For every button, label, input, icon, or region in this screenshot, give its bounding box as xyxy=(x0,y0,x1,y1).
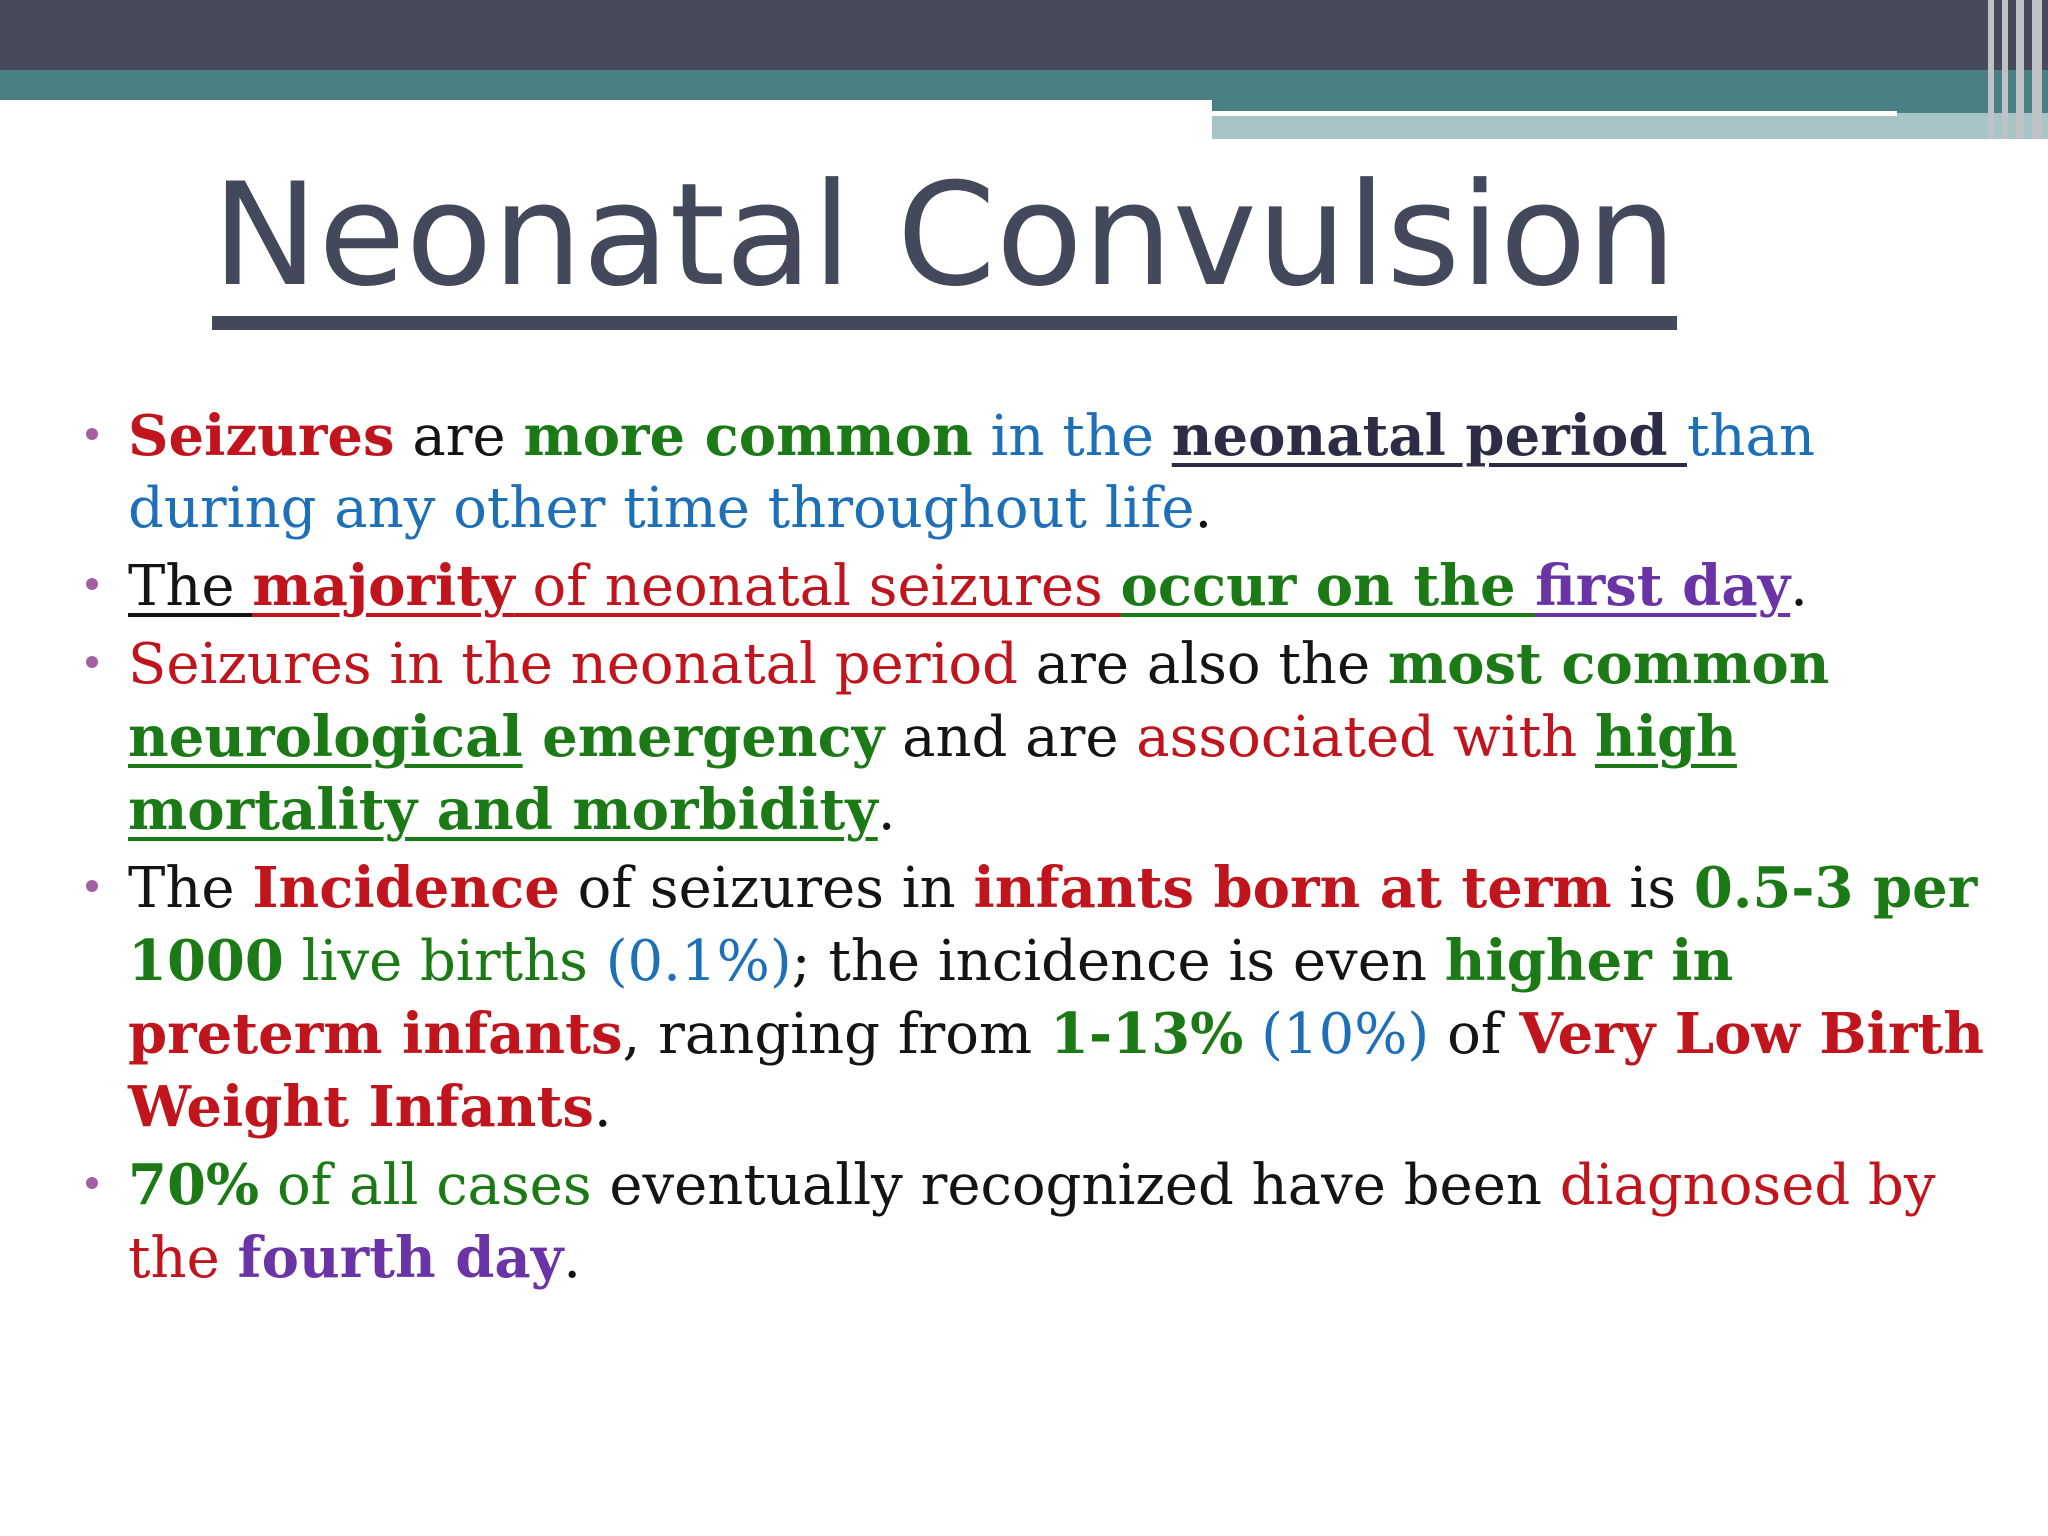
header-bar-teal xyxy=(0,70,2048,88)
bullet-dot-icon xyxy=(86,1177,98,1189)
header-edge-stripe xyxy=(2002,0,2008,139)
bullet-text-run: of seizures in xyxy=(559,856,974,921)
bullet-text-run: eventually recognized have been xyxy=(591,1153,1560,1218)
bullet-text-run: and are xyxy=(884,705,1137,770)
header-edge-stripe xyxy=(1988,0,1994,139)
bullet-item xyxy=(86,628,1996,847)
bullet-text-run: of all cases xyxy=(259,1153,592,1218)
bullet-text-run: ; the incidence is even xyxy=(791,929,1445,994)
bullet-text-run: , ranging from xyxy=(622,1002,1050,1067)
bullet-text-run: of neonatal seizures xyxy=(514,554,1121,619)
bullet-text-run: (0.1%) xyxy=(605,929,792,994)
bullet-item xyxy=(86,852,1996,1144)
bullet-text-run: first day xyxy=(1535,553,1791,619)
header-bar-teal-right xyxy=(1212,88,2048,113)
bullet-text-run: 1-13% xyxy=(1049,1001,1244,1067)
bullet-item xyxy=(86,1149,1996,1295)
bullet-text-run: most common xyxy=(1387,631,1830,697)
bullet-item xyxy=(86,550,1996,623)
bullet-text-run: . xyxy=(593,1075,612,1140)
bullet-text-run: majority xyxy=(252,553,515,619)
bullet-item xyxy=(86,400,1996,545)
bullet-text-run: are xyxy=(394,404,524,469)
bullet-text-run: Incidence xyxy=(252,855,560,921)
bullet-text-run: than during any other time throughout life xyxy=(128,404,1816,541)
bullet-text-run: . xyxy=(1194,476,1213,541)
bullet-dot-icon xyxy=(86,428,98,440)
bullet-dot-icon xyxy=(86,656,98,668)
bullet-text-run: neonatal period xyxy=(1171,403,1687,469)
bullet-text-run: is xyxy=(1611,856,1694,921)
header-bar-teal-left xyxy=(0,88,1212,100)
header-edge-stripe xyxy=(2016,0,2024,139)
bullet-text-run: fourth day xyxy=(237,1225,564,1291)
bullet-text-run: occur on the xyxy=(1120,553,1536,619)
bullet-text-run: . xyxy=(877,778,896,843)
bullet-text-run: 0.5-3 per 1000 xyxy=(128,855,1978,994)
bullet-text-run: infants born at term xyxy=(973,855,1612,921)
bullet-text-run: more common xyxy=(523,403,973,469)
bullet-list xyxy=(86,400,1996,1300)
header-bar-light xyxy=(1212,113,2048,139)
bullet-text-run: The xyxy=(128,856,253,921)
bullet-dot-icon xyxy=(86,880,98,892)
bullet-text-run: 70% xyxy=(128,1152,260,1218)
bullet-text-run: . xyxy=(1790,554,1808,619)
header-bar-highlight xyxy=(1212,111,1897,116)
bullet-text-run: neurological xyxy=(128,704,523,770)
bullet-dot-icon xyxy=(86,578,98,590)
bullet-text-run: higher in xyxy=(1444,928,1734,994)
header-edge-stripe xyxy=(2032,0,2042,139)
bullet-text-run: (10%) xyxy=(1243,1002,1430,1067)
bullet-text-run: Seizures xyxy=(128,403,395,469)
bullet-text-run: high mortality and morbidity xyxy=(128,704,1737,843)
bullet-text-run: of xyxy=(1429,1002,1520,1067)
slide-title: Neonatal Convulsion xyxy=(212,158,1677,330)
bullet-text-run: emergency xyxy=(522,704,885,770)
header-bar-dark xyxy=(0,0,2048,70)
bullet-text-run: preterm infants xyxy=(128,1001,623,1067)
bullet-text-run: in the xyxy=(972,404,1172,469)
bullet-text-run: Very Low Birth Weight Infants xyxy=(128,1001,1984,1140)
bullet-text-run: are also the xyxy=(1017,632,1388,697)
bullet-text-run: associated with xyxy=(1136,705,1596,770)
bullet-text-run: live births xyxy=(283,929,606,994)
bullet-text-run: diagnosed by the xyxy=(128,1153,1936,1291)
bullet-text-run: The xyxy=(128,554,253,619)
bullet-text-run: . xyxy=(563,1226,582,1291)
bullet-text-run: Seizures in the neonatal period xyxy=(128,632,1018,697)
